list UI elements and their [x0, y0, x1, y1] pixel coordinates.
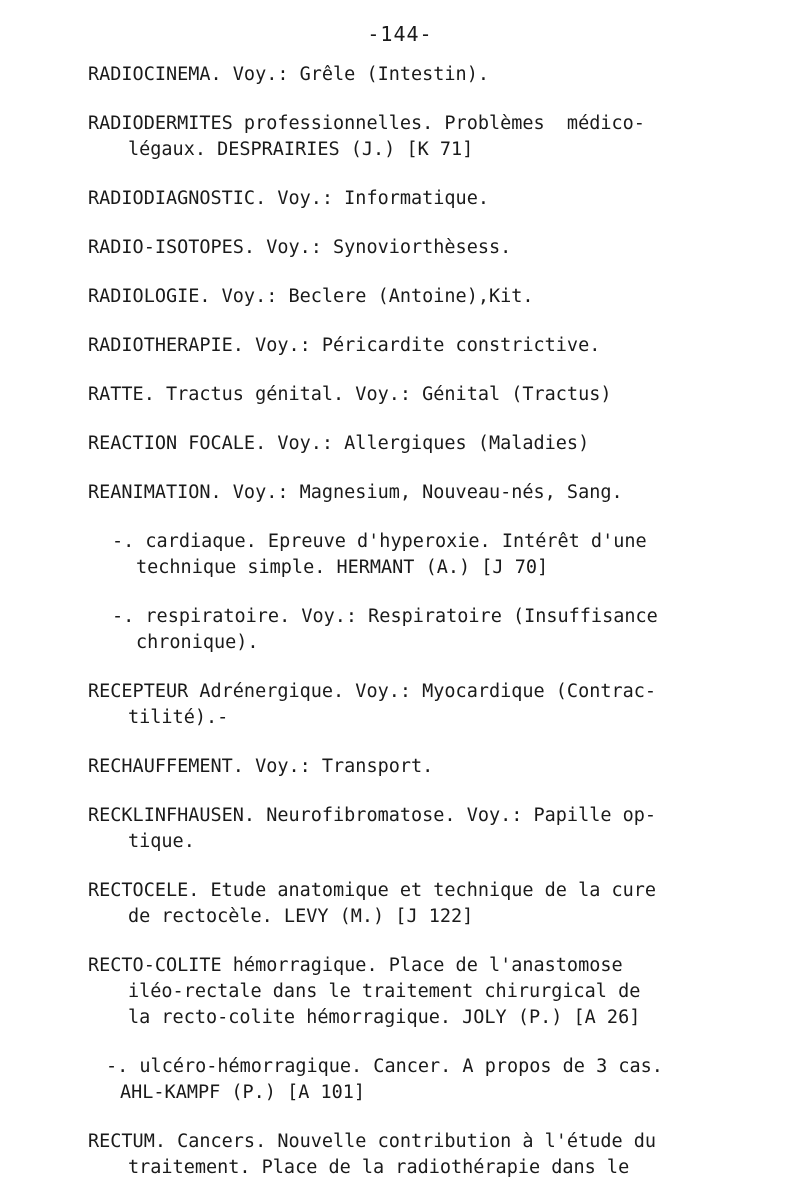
- entry-line: RADIODERMITES professionnelles. Problèmes médico-: [88, 113, 645, 134]
- index-entry: [88, 235, 778, 261]
- index-subentry: [88, 1054, 778, 1106]
- entry-line: REACTION FOCALE. Voy.: Allergiques (Maladies): [88, 433, 590, 454]
- index-entry: [88, 803, 778, 855]
- entry-line: de rectocèle. LEVY (M.) [J 122]: [128, 906, 474, 927]
- entry-line: RECEPTEUR Adrénergique. Voy.: Myocardique (Contrac-: [88, 681, 657, 702]
- entry-line: RATTE. Tractus génital. Voy.: Génital (Tractus): [88, 384, 612, 405]
- entry-line: AHL-KAMPF (P.) [A 101]: [120, 1082, 366, 1103]
- index-entry: [88, 679, 778, 731]
- entry-line: REANIMATION. Voy.: Magnesium, Nouveau-nés, Sang.: [88, 482, 623, 503]
- entry-line: -. respiratoire. Voy.: Respiratoire (Insuffisance: [112, 606, 658, 627]
- index-entry: [88, 878, 778, 930]
- entry-line: RECHAUFFEMENT. Voy.: Transport.: [88, 756, 434, 777]
- entry-line: -. cardiaque. Epreuve d'hyperoxie. Intérêt d'une: [112, 531, 647, 552]
- entry-line: RADIOCINEMA. Voy.: Grêle (Intestin).: [88, 64, 489, 85]
- entry-line: RADIOTHERAPIE. Voy.: Péricardite constrictive.: [88, 335, 601, 356]
- index-entry: [88, 1129, 778, 1181]
- entry-line: technique simple. HERMANT (A.) [J 70]: [136, 557, 549, 578]
- entry-line: tique.: [128, 831, 195, 852]
- entry-line: traitement. Place de la radiothérapie dans le: [128, 1157, 630, 1178]
- index-entry: [88, 953, 778, 1031]
- index-entry: [88, 284, 778, 310]
- index-entry: [88, 186, 778, 212]
- entry-line: RECTOCELE. Etude anatomique et technique de la cure: [88, 880, 657, 901]
- index-entry: [88, 431, 778, 457]
- entry-line: la recto-colite hémorragique. JOLY (P.) [A 26]: [128, 1007, 641, 1028]
- index-entry: [88, 754, 778, 780]
- page-number: -144-: [367, 22, 433, 46]
- index-entry: [88, 62, 778, 88]
- index-subentry: [88, 529, 778, 581]
- entry-line: RADIOLOGIE. Voy.: Beclere (Antoine),Kit.: [88, 286, 534, 307]
- index-entries: [88, 62, 778, 1204]
- entry-line: RADIODIAGNOSTIC. Voy.: Informatique.: [88, 188, 489, 209]
- index-entry: [88, 480, 778, 506]
- entry-line: tilité).-: [128, 707, 229, 728]
- index-entry: [88, 382, 778, 408]
- index-entry: [88, 111, 778, 163]
- entry-line: RECTO-COLITE hémorragique. Place de l'anastomose: [88, 955, 623, 976]
- entry-line: iléo-rectale dans le traitement chirurgical de: [128, 981, 641, 1002]
- index-subentry: [88, 604, 778, 656]
- entry-line: RECTUM. Cancers. Nouvelle contribution à l'étude du: [88, 1131, 657, 1152]
- entry-line: RADIO-ISOTOPES. Voy.: Synoviorthèsess.: [88, 237, 512, 258]
- entry-line: -. ulcéro-hémorragique. Cancer. A propos de 3 cas.: [106, 1056, 663, 1077]
- entry-line: chronique).: [136, 632, 259, 653]
- entry-line: RECKLINFHAUSEN. Neurofibromatose. Voy.: Papille op-: [88, 805, 657, 826]
- entry-line: légaux. DESPRAIRIES (J.) [K 71]: [128, 139, 474, 160]
- index-entry: [88, 333, 778, 359]
